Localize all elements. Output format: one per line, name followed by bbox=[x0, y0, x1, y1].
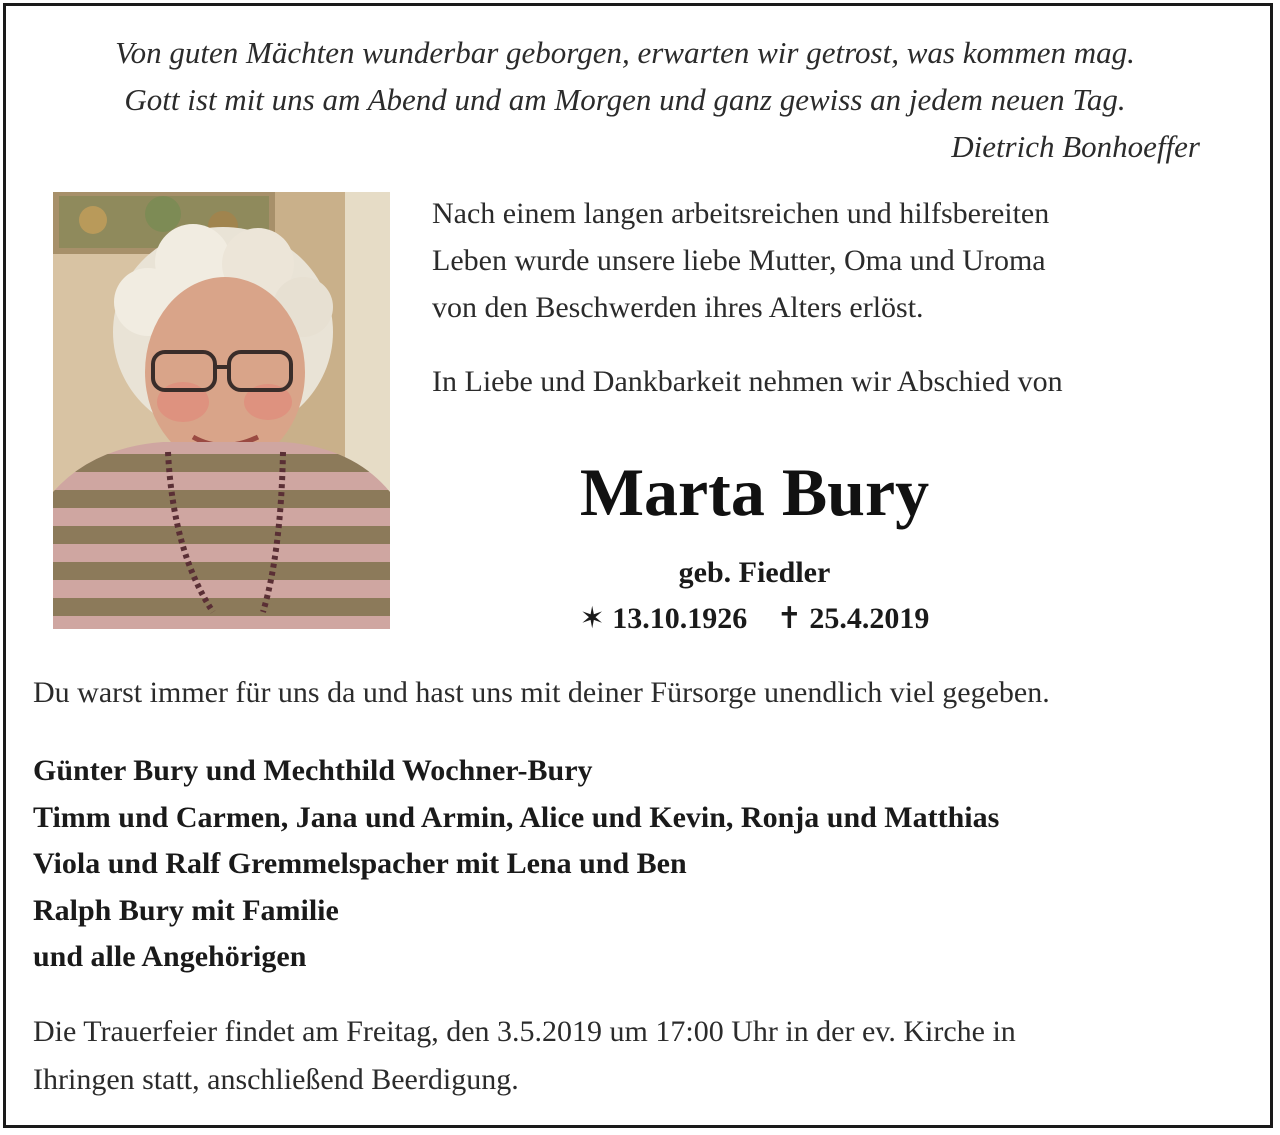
star-icon: ✶ bbox=[579, 601, 605, 636]
quote-line-2: Gott ist mit uns am Abend und am Morgen und ganz gewiss an jedem neuen Tag. bbox=[124, 82, 1126, 117]
life-dates bbox=[432, 598, 1077, 640]
funeral-info bbox=[33, 1008, 1243, 1104]
portrait-illustration bbox=[53, 192, 390, 629]
funeral-line: Die Trauerfeier findet am Freitag, den 3.5.2019 um 17:00 Uhr in der ev. Kirche in bbox=[33, 1015, 1016, 1048]
birth-date: 13.10.1926 bbox=[612, 602, 748, 635]
mourner-line: Ralph Bury mit Familie bbox=[33, 893, 339, 927]
maiden-name: geb. Fiedler bbox=[678, 556, 831, 589]
intro-line: von den Beschwerden ihres Alters erlöst. bbox=[432, 291, 924, 324]
portrait-photo bbox=[53, 192, 390, 629]
mourners-list bbox=[33, 748, 1253, 981]
intro-text bbox=[432, 190, 1212, 331]
deceased-name: Marta Bury bbox=[579, 454, 930, 530]
mourner-line: Viola und Ralf Gremmelspacher mit Lena und Ben bbox=[33, 847, 687, 880]
mourner-line: Günter Bury und Mechthild Wochner-Bury bbox=[33, 754, 593, 787]
farewell-line: In Liebe und Dankbarkeit nehmen wir Abschied von bbox=[432, 365, 1063, 398]
cross-icon: ✝ bbox=[776, 601, 802, 636]
funeral-line: Ihringen statt, anschließend Beerdigung. bbox=[33, 1063, 519, 1096]
death-date: 25.4.2019 bbox=[809, 602, 930, 635]
tribute-text: Du warst immer für uns da und hast uns mit deiner Fürsorge unendlich viel gegeben. bbox=[33, 676, 1050, 709]
intro-line: Leben wurde unsere liebe Mutter, Oma und Uroma bbox=[432, 244, 1046, 277]
mourner-line: und alle Angehörigen bbox=[33, 940, 307, 973]
quote-author: Dietrich Bonhoeffer bbox=[951, 129, 1200, 164]
mourner-line: Timm und Carmen, Jana und Armin, Alice und Kevin, Ronja und Matthias bbox=[33, 800, 1000, 834]
intro-line: Nach einem langen arbeitsreichen und hilfsbereiten bbox=[432, 197, 1050, 230]
quote-line-1: Von guten Mächten wunderbar geborgen, erwarten wir getrost, was kommen mag. bbox=[115, 35, 1135, 70]
